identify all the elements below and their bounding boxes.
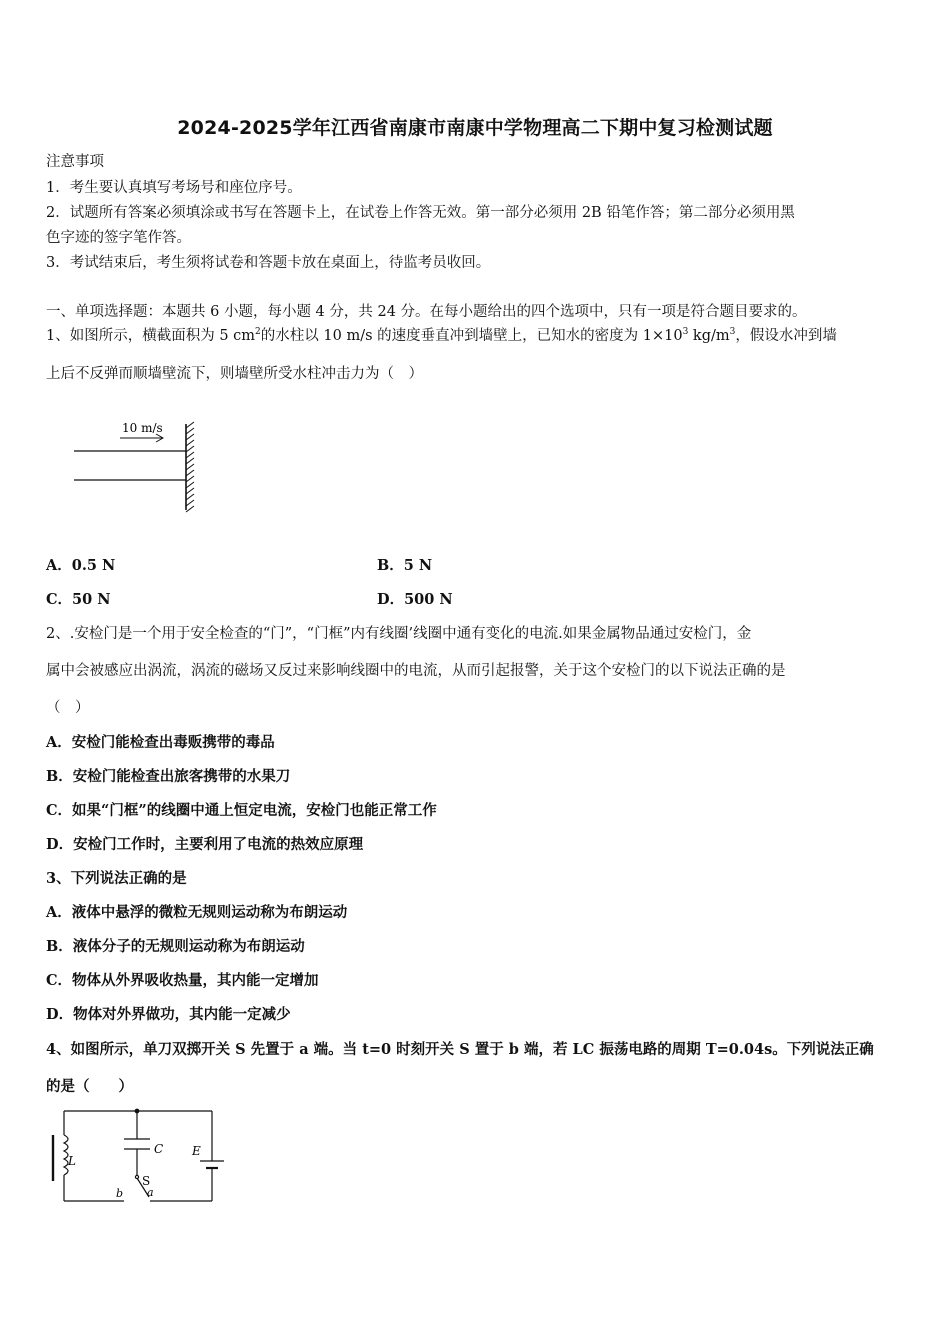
q4-stem-line1: 4、如图所示，单刀双掷开关 S 先置于 a 端。当 t=0 时刻开关 S 置于 b 端，若 LC 振荡电路的周期 T=0.04s。下列说法正确 [46,1041,874,1058]
q3-stem: 3、下列说法正确的是 [46,870,187,887]
q1-option-c[interactable]: C．50 N [46,591,111,608]
q1-stem-line2: 上后不反弹而顺墙壁流下，则墙壁所受水柱冲击力为（ ） [46,366,423,382]
q1-text-d: ，假设水冲到墙 [735,328,837,344]
notice-item-2: 2．试题所有答案必须填涂或书写在答题卡上，在试卷上作答无效。第一部分必须用 2B 铅笔作答；第二部分必须用黑 [46,205,795,221]
q3-option-a[interactable]: A．液体中悬浮的微粒无规则运动称为布朗运动 [46,904,348,921]
q3-option-b[interactable]: B．液体分子的无规则运动称为布朗运动 [46,938,305,955]
q2-option-a[interactable]: A．安检门能检查出毒贩携带的毒品 [46,734,275,751]
label-s: S [142,1174,151,1188]
q1-sup-2: 3 [682,327,689,338]
q1-figure [70,418,210,522]
page-title: 2024-2025学年江西省南康市南康中学物理高二下期中复习检测试题 [177,117,773,139]
q2-option-b[interactable]: B．安检门能检查出旅客携带的水果刀 [46,768,291,785]
q3-option-c[interactable]: C．物体从外界吸收热量，其内能一定增加 [46,972,319,989]
q1-sup-1: 2 [255,327,261,338]
q2-stem-line1: 2、.安检门是一个用于安全检查的“门”，“门框”内有线圈’线圈中通有变化的电流.如果金属物品通过安检门，金 [46,626,752,642]
q1-option-b[interactable]: B．5 N [377,557,433,574]
q1-option-d[interactable]: D．500 N [377,591,453,608]
notice-item-3: 3．考试结束后，考生须将试卷和答题卡放在桌面上，待监考员收回。 [46,255,491,271]
lc-circuit-diagram [46,1105,231,1210]
q1-sup-3: 3 [729,327,736,338]
q1-text-a: 1、如图所示，横截面积为 5 cm [46,328,256,344]
q1-velocity-label: 10 m/s [122,421,163,435]
q1-text-c: kg/m [688,328,730,344]
label-b: b [116,1187,124,1200]
q2-option-d[interactable]: D．安检门工作时，主要利用了电流的热效应原理 [46,836,364,853]
notice-heading: 注意事项 [46,154,104,170]
q2-option-c[interactable]: C．如果“门框”的线圈中通上恒定电流，安检门也能正常工作 [46,802,437,819]
q1-option-a[interactable]: A．0.5 N [46,557,116,574]
label-c: C [154,1142,164,1156]
q4-stem-line2: 的是（ ） [46,1078,133,1095]
section-heading: 一、单项选择题：本题共 6 小题，每小题 4 分，共 24 分。在每小题给出的四个选项中，只有一项是符合题目要求的。 [46,304,807,320]
q4-figure [46,1105,231,1214]
notice-item-1: 1．考生要认真填写考场号和座位序号。 [46,180,302,196]
water-jet-diagram [70,418,210,518]
label-e: E [192,1144,201,1158]
label-l: L [68,1154,76,1168]
notice-item-2-cont: 色字迹的签字笔作答。 [46,230,191,246]
q2-stem-line3: （ ） [46,700,90,716]
q1-text-b: 的水柱以 10 m/s 的速度垂直冲到墙壁上，已知水的密度为 1×10 [260,328,683,344]
label-a: a [147,1186,154,1199]
q2-stem-line2: 属中会被感应出涡流，涡流的磁场又反过来影响线圈中的电流，从而引起报警，关于这个安检门的以下说法正确的是 [46,663,786,679]
q3-option-d[interactable]: D．物体对外界做功，其内能一定减少 [46,1006,291,1023]
wall-hatch-icon [186,422,194,512]
q1-stem-line1 [46,326,837,346]
